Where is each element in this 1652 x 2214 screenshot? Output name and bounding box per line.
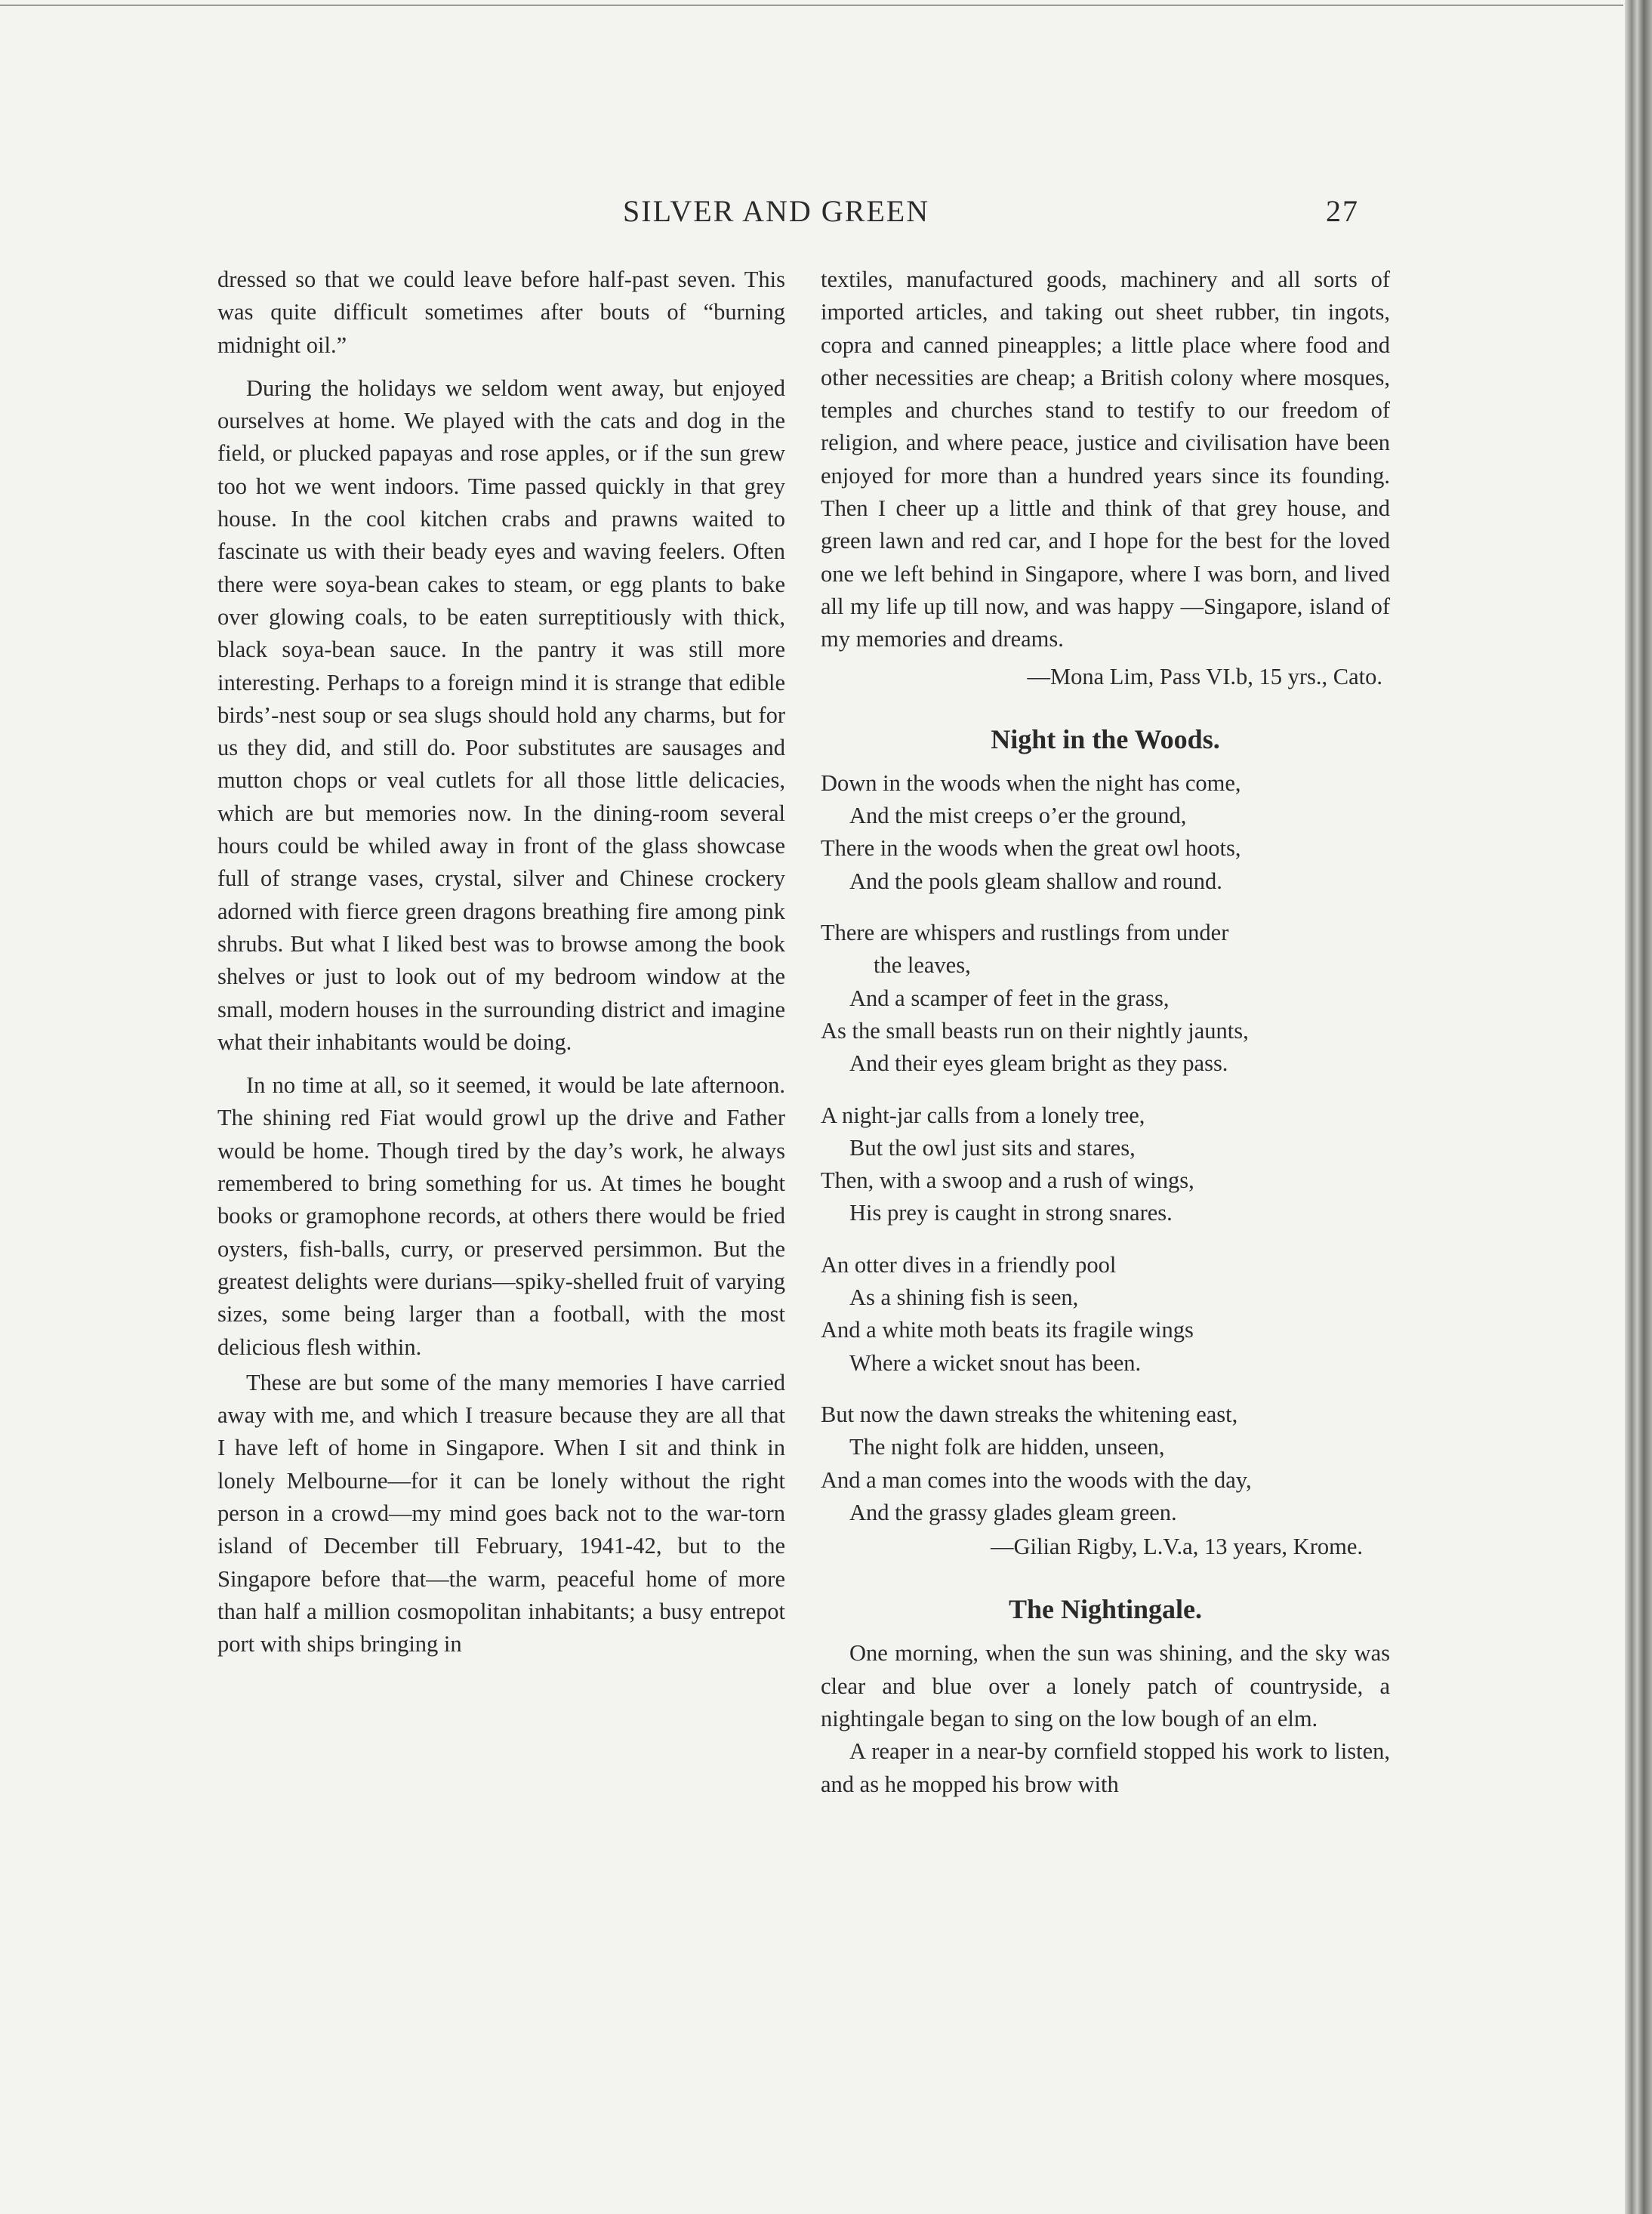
poem-title: Night in the Woods. — [991, 723, 1220, 754]
poem-line: Then, with a swoop and a rush of wings, — [821, 1167, 1194, 1194]
page-number: 27 — [1326, 194, 1359, 228]
story-paragraph: One morning, when the sun was shining, and the sky was clear and blue over a lonely patch of countryside, a nightingale began to sing on the low bough of an elm. — [821, 1640, 1390, 1731]
poem-line: And a man comes into the woods with the day, — [821, 1466, 1252, 1493]
story-title: The Nightingale. — [1008, 1594, 1203, 1625]
journal-title: SILVER AND GREEN — [623, 194, 930, 228]
poem-line: And the grassy glades gleam green. — [849, 1499, 1177, 1525]
poem-line: the leaves, — [874, 952, 971, 979]
poem-line: And a white moth beats its fragile wings — [821, 1317, 1194, 1343]
story-paragraph: A reaper in a near-by cornfield stopped his work to listen, and as he mopped his brow with — [821, 1738, 1390, 1797]
poem-line: But the owl just sits and stares, — [849, 1134, 1136, 1161]
essay-paragraph: These are but some of the many memories I have carried away with me, and which I treasure because they are all that I have left of home in Singapore. When I sit and think in lonely Melbourne—for it can be lonely without the right person in a crowd—my mind goes back not to the war-torn island of December till February, 1941-42, but to the Singapore before that—the warm, peaceful home of more than half a million cosmopolitan inhabitants; a busy entrepot port with ships bringing in — [217, 1369, 785, 1657]
essay-paragraph: In no time at all, so it seemed, it would be late afternoon. The shining red Fiat would growl up the drive and Father would be home. Though tired by the day’s work, he always remembered to bring something for us. At times he bought books or gramophone records, at others there would be fried oysters, fish-balls, curry, or preserved persimmon. But the greatest delights were durians—spiky-shelled fruit of varying sizes, some being larger than a football, with the most delicious flesh within. — [217, 1072, 785, 1360]
poem-line: Down in the woods when the night has come, — [821, 769, 1241, 796]
essay-paragraph: textiles, manufactured goods, machinery and all sorts of imported articles, and taking out sheet rubber, tin ingots, copra and canned pineapples; a little place where food and other necessities are cheap; a British colony where mosques, temples and churches stand to testify to our freedom of religion, and where peace, justice and civilisation have been enjoyed for more than a hundred years since its founding. Then I cheer up a little and think of that grey house, and green lawn and red car, and I hope for the best for the loved one we left behind in Singapore, where I was born, and lived all my life up till now, and was happy —Singapore, island of my memories and dreams. — [821, 267, 1390, 652]
poem-line: As a shining fish is seen, — [849, 1284, 1079, 1311]
poem-signature: —Gilian Rigby, L.V.a, 13 years, Krome. — [990, 1534, 1363, 1560]
top-edge-rule — [0, 5, 1623, 6]
poem-line: And the mist creeps o’er the ground, — [849, 803, 1187, 829]
poem-line: A night-jar calls from a lonely tree, — [821, 1102, 1145, 1128]
page-binding-edge — [1625, 0, 1652, 2214]
poem-line: An otter dives in a friendly pool — [821, 1251, 1117, 1278]
poem-line: But now the dawn streaks the whitening east, — [821, 1401, 1238, 1427]
essay-paragraph: dressed so that we could leave before half-past seven. This was quite difficult sometimes after bouts of “burning midnight oil.” — [217, 267, 785, 358]
essay-signature: —Mona Lim, Pass VI.b, 15 yrs., Cato. — [1027, 663, 1382, 689]
poem-stanza — [821, 917, 1390, 1080]
right-column — [821, 264, 1390, 1801]
poem-line: There in the woods when the great owl hoots, — [821, 835, 1241, 862]
poem-stanza — [821, 1249, 1390, 1380]
poem-line: And the pools gleam shallow and round. — [849, 868, 1222, 894]
poem-line: Where a wicket snout has been. — [849, 1349, 1142, 1376]
poem-line: As the small beasts run on their nightly jaunts, — [821, 1017, 1249, 1044]
poem-line: His prey is caught in strong snares. — [849, 1200, 1173, 1226]
poem-line: The night folk are hidden, unseen, — [849, 1434, 1165, 1460]
poem-stanza — [821, 767, 1390, 898]
left-column — [217, 264, 785, 1660]
poem-stanza — [821, 1099, 1390, 1230]
essay-paragraph: During the holidays we seldom went away, but enjoyed ourselves at home. We played with the cats and dog in the field, or plucked papayas and rose apples, or if the sun grew too hot we went indoors. Time passed quickly in that grey house. In the cool kitchen crabs and prawns waited to fascinate us with their beady eyes and waving feelers. Often there were soya-bean cakes to steam, or egg plants to bake over glowing coals, to be eaten surreptitiously with thick, black soya-bean sauce. In the pantry it was still more interesting. Perhaps to a foreign mind it is strange that edible birds’-nest soup or sea slugs should hold any charms, but for us they did, and still do. Poor substitutes are sausages and mutton chops or veal cutlets for all those little delicacies, which are but memories now. In the dining-room several hours could be whiled away in front of the glass showcase full of strange vases, crystal, silver and Chinese crockery adorned with fierce green dragons breathing fire among pink shrubs. But what I liked best was to browse among the book shelves or just to look out of my bedroom window at the small, modern houses in the surrounding district and imagine what their inhabitants would be doing. — [217, 375, 785, 1055]
running-header — [219, 193, 1359, 231]
poem-line: And a scamper of feet in the grass, — [849, 985, 1170, 1011]
poem-line: There are whispers and rustlings from under — [821, 920, 1229, 946]
poem-stanza — [821, 1398, 1390, 1529]
poem-line: And their eyes gleam bright as they pass. — [849, 1050, 1228, 1077]
